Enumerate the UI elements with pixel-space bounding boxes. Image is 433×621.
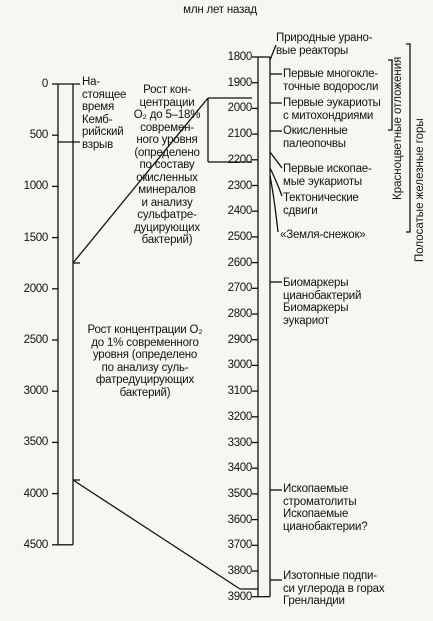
right-tick-label: 2700 bbox=[227, 282, 252, 295]
left-tick-label: 0 bbox=[41, 78, 48, 90]
note-present-cambrian: На- стоящее время Кемб- рийский взрыв bbox=[82, 76, 127, 151]
right-tick-label: 2100 bbox=[227, 128, 252, 141]
right-tick-label: 2900 bbox=[227, 333, 252, 346]
right-tick-label: 2000 bbox=[227, 102, 252, 115]
right-tick-label: 3900 bbox=[227, 590, 252, 603]
left-tick-label: 1000 bbox=[23, 180, 48, 193]
note-snowball-earth: «Земля-снежок» bbox=[280, 229, 366, 241]
right-tick-label: 2400 bbox=[227, 205, 252, 218]
note-oxidized-paleosoils: Окисленные палеопочвы bbox=[283, 125, 348, 150]
note-uranium-reactors: Природные урано- вые реакторы bbox=[276, 32, 373, 57]
left-tick-label: 4000 bbox=[23, 487, 48, 500]
right-tick-label: 1800 bbox=[227, 51, 252, 63]
right-tick-label: 3400 bbox=[227, 462, 252, 475]
left-tick-label: 2500 bbox=[23, 334, 48, 346]
right-tick-label: 3300 bbox=[227, 436, 252, 449]
right-tick-label: 1900 bbox=[227, 76, 252, 89]
right-tick-label: 2300 bbox=[227, 179, 252, 192]
left-tick-label: 3500 bbox=[23, 436, 48, 449]
note-oxygen-rise-5-18: Рост кон- центрации O₂ до 5–18% современ- ного уровня (определено по составу окисленных минералов и анализу сульфатре- дуцирующих бактерий) bbox=[133, 84, 201, 246]
note-fossil-eukaryotes: Первые ископае- мые эукариоты bbox=[283, 163, 372, 188]
note-biomarkers: Биомаркеры цианобактерий Биомаркеры эукариот bbox=[283, 277, 362, 327]
right-tick-label: 3700 bbox=[227, 539, 252, 552]
note-greenland-isotopes: Изотопные подпи- си углерода в горах Гренландии bbox=[283, 570, 385, 607]
label-banded-iron: Полосатые железные горы bbox=[414, 118, 426, 262]
right-tick-label: 2800 bbox=[227, 308, 252, 320]
left-tick-label: 1500 bbox=[23, 231, 48, 244]
note-stromatolites: Ископаемые строматолиты Ископаемые цианобактерии? bbox=[283, 483, 368, 533]
left-tick-label: 2000 bbox=[23, 282, 48, 295]
right-tick-label: 3100 bbox=[227, 385, 252, 398]
left-tick-label: 4500 bbox=[23, 538, 48, 551]
diagram-header: млн лет назад bbox=[183, 4, 257, 16]
right-tick-label: 3600 bbox=[227, 513, 252, 526]
right-tick-label: 2200 bbox=[227, 153, 252, 166]
label-red-beds: Красноцветные отложения bbox=[392, 56, 404, 200]
right-tick-label: 3000 bbox=[227, 359, 252, 372]
right-tick-label: 2500 bbox=[227, 230, 252, 243]
right-tick-label: 2600 bbox=[227, 256, 252, 269]
right-tick-label: 3500 bbox=[227, 487, 252, 500]
note-oxygen-rise-1: Рост концентрации O₂ до 1% современного уровня (определено по анализу суль- фатредуцирующих бактерий) bbox=[87, 324, 203, 399]
note-tectonic-shifts: Тектонические сдвиги bbox=[283, 192, 359, 217]
note-multicellular-algae: Первые многокле- точные водоросли bbox=[283, 68, 379, 93]
note-first-eukaryotes: Первые эукариоты с митохондриями bbox=[283, 97, 381, 122]
left-tick-label: 3000 bbox=[23, 385, 48, 398]
left-tick-label: 500 bbox=[29, 129, 48, 142]
right-tick-label: 3200 bbox=[227, 410, 252, 423]
right-tick-label: 3800 bbox=[227, 565, 252, 577]
